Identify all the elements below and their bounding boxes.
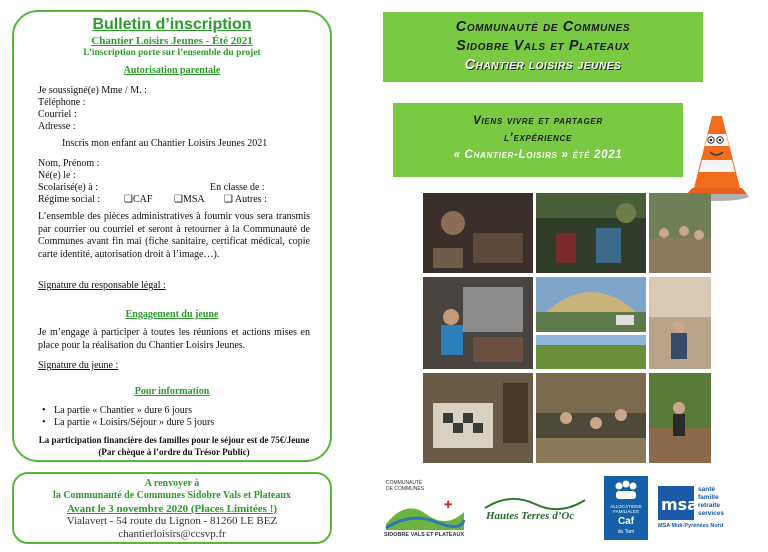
logo-cc-top: COMMUNAUTÉ: [386, 480, 423, 486]
photo-grass-field: [536, 335, 646, 369]
info-item-text: La partie « Loisirs/Séjour » dure 5 jours: [54, 417, 215, 428]
signature-legal: Signature du responsable légal :: [38, 280, 166, 291]
logo-msa-2: famille: [698, 494, 719, 501]
field-child-born[interactable]: Né(e) le :: [38, 170, 76, 181]
logo-cc-sidobre: [382, 478, 468, 540]
tagline-line1: Viens vivre et partager: [473, 115, 603, 127]
logo-cc-mid: DE COMMUNES: [386, 486, 425, 492]
logo-msa-1: santé: [698, 486, 715, 493]
header-line2: Sidobre Vals et Plateaux: [456, 38, 630, 54]
form-title: Bulletin d’inscription: [92, 16, 252, 33]
return-deadline: Avant le 3 novembre 2020 (Places Limitées !): [66, 502, 278, 515]
header-banner: [383, 12, 703, 82]
photo-gymnasium: [536, 277, 646, 332]
header-line1: Communauté de Communes: [455, 19, 631, 35]
tagline-banner: [393, 103, 683, 177]
return-line1: A renvoyer à: [144, 478, 200, 489]
documents-text: L’ensemble des pièces administratives à fournir vous sera transmis par courrier ou courriel et seront à retourner à la Communauté de Communes avant fin mai (fiche sanitaire, certificat médical, copie carte identité, autorisation droit à l’image…).: [38, 211, 310, 260]
photo-chess-board: [423, 373, 533, 463]
section-parental: Autorisation parentale: [123, 65, 221, 76]
msa-badge-icon: [658, 486, 698, 520]
enroll-line: Inscris mon enfant au Chantier Loisirs Jeunes 2021: [62, 138, 268, 149]
checkbox-caf[interactable]: ❑CAF: [124, 194, 153, 205]
field-email[interactable]: Courriel :: [38, 109, 77, 120]
field-school[interactable]: Scolarisé(e) à :: [38, 182, 98, 193]
traffic-cone-icon: [682, 112, 752, 202]
msa-letters-icon: [658, 486, 698, 520]
logo-cc-bottom: SIDOBRE VALS ET PLATEAUX: [384, 532, 465, 538]
svg-text:✚: ✚: [444, 500, 453, 511]
section-info: Pour information: [134, 386, 210, 397]
regime-label: Régime social :: [38, 194, 101, 205]
photo-garden-chairs: [536, 193, 646, 273]
field-address[interactable]: Adresse :: [38, 121, 76, 132]
checkbox-autres[interactable]: ❑ Autres :: [224, 194, 267, 205]
photo-digging: [649, 373, 711, 463]
logo-caf-4: du Tarn: [617, 529, 635, 535]
logo-caf-2: FAMILIALES: [613, 509, 639, 514]
logo-hautes-terres-text: Hautes Terres d’Oc: [486, 510, 575, 522]
logo-caf: [604, 476, 648, 540]
engagement-text: Je m’engage à participer à toutes les réunions et actions mises en place pour la réalisation du Chantier Loisirs Jeunes.: [38, 327, 310, 351]
logo-msa-3: retraite: [698, 502, 721, 509]
photo-night-craft: [423, 193, 533, 273]
registration-form: [12, 10, 332, 462]
logo-msa: [658, 486, 756, 532]
photo-collage: [423, 193, 711, 463]
logo-msa-4: services: [698, 510, 725, 517]
caf-family-icon: [612, 480, 640, 502]
logo-msa-bottom: MSA Midi-Pyrénées Nord: [658, 523, 724, 529]
tagline-line3: « Chantier-Loisirs » été 2021: [453, 149, 623, 161]
landscape-icon: [386, 494, 464, 530]
field-parent-name[interactable]: Je soussigné(e) Mme / M. :: [38, 85, 147, 96]
info-item: • La partie « Loisirs/Séjour » dure 5 jours: [42, 417, 215, 428]
tagline-line2: l’expérience: [503, 132, 573, 144]
info-item: • La partie « Chantier » dure 6 jours: [42, 405, 193, 416]
financial-2: (Par chèque à l’ordre du Trésor Public): [98, 447, 250, 457]
logo-caf-1: ALLOCATIONS: [610, 504, 642, 509]
hills-icon: [480, 490, 590, 510]
form-subtitle: Chantier Loisirs Jeunes - Été 2021: [91, 35, 253, 47]
return-address: Vialavert - 54 route du Lignon - 81260 LE BEZ: [66, 515, 278, 528]
photo-wall-work: [649, 277, 711, 369]
photo-group-outdoor: [649, 193, 711, 273]
photo-indoor-group: [536, 373, 646, 463]
photo-painting-workshop: [423, 277, 533, 369]
financial-1: La participation financière des familles pour le séjour est de 75€/Jeune: [38, 435, 310, 445]
logo-caf-3: Caf: [617, 516, 635, 527]
field-child-name[interactable]: Nom, Prénom :: [38, 158, 100, 169]
svg-text:msa: msa: [661, 495, 698, 514]
signature-youth: Signature du jeune :: [38, 360, 119, 371]
return-email[interactable]: chantierloisirs@ccsvp.fr: [118, 527, 226, 540]
field-phone[interactable]: Téléphone :: [38, 97, 86, 108]
form-note: L’inscription porte sur l’ensemble du projet: [83, 48, 261, 58]
section-engagement: Engagement du jeune: [125, 309, 219, 320]
logo-hautes-terres: [480, 490, 590, 530]
checkbox-msa[interactable]: ❑MSA: [174, 194, 205, 205]
return-box: [12, 472, 332, 544]
header-line3: Chantier loisirs jeunes: [464, 57, 622, 73]
return-line2: la Communauté de Communes Sidobre Vals et Plateaux: [53, 490, 291, 502]
field-class[interactable]: En classe de :: [210, 182, 265, 193]
info-item-text: La partie « Chantier » dure 6 jours: [54, 405, 193, 416]
